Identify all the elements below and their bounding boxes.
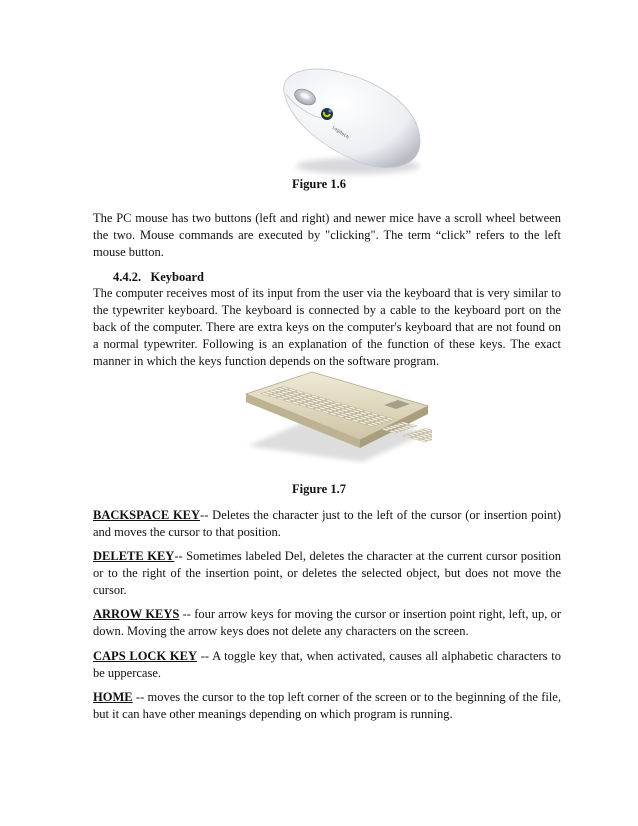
keyboard-paragraph: The computer receives most of its input from the user via the keyboard that is very similar to the typewriter keyboard. The keyboard is connected by a cable to the keyboard port on the back of the computer. There are extra keys on the computer's keyboard that are not found on a normal typewriter. Following is an explanation of the function of these keys. The exact manner in which the keys function depends on the software program.: [93, 286, 561, 368]
key-desc: -- A toggle key that, when activated, causes all alphabetic characters to be uppercase.: [93, 649, 561, 680]
key-home: [93, 689, 561, 723]
key-delete: [93, 548, 561, 599]
figure-caption-1-6: Figure 1.6: [292, 177, 346, 191]
key-term: HOME: [93, 690, 133, 704]
key-desc: -- four arrow keys for moving the cursor or insertion point right, left, up, or down. Moving the arrow keys does not delete any characters on the screen.: [93, 607, 561, 638]
key-desc: -- moves the cursor to the top left corner of the screen or to the beginning of the file, but it can have other meanings depending on which program is running.: [93, 690, 561, 721]
key-backspace: [93, 507, 561, 541]
key-term: BACKSPACE KEY: [93, 508, 201, 522]
key-term: DELETE KEY: [93, 549, 175, 563]
key-term: ARROW KEYS: [93, 607, 180, 621]
mouse-image: [270, 62, 430, 182]
section-heading: [113, 270, 204, 285]
figure-caption-1-7: Figure 1.7: [292, 482, 346, 496]
section-number: 4.4.2.: [113, 270, 142, 284]
key-desc: -- Deletes the character just to the left of the cursor (or insertion point) and moves the cursor to that position.: [93, 508, 561, 539]
key-caps-lock: [93, 648, 561, 682]
key-desc: -- Sometimes labeled Del, deletes the character at the current cursor position or to the right of the insertion point, or deletes the selected object, but does not move the cursor.: [93, 549, 561, 597]
key-arrow: [93, 606, 561, 640]
section-title: Keyboard: [150, 270, 204, 284]
keyboard-image: [242, 366, 432, 464]
key-term: CAPS LOCK KEY: [93, 649, 197, 663]
logo-text: Logitech: [330, 125, 350, 141]
mouse-paragraph: The PC mouse has two buttons (left and right) and newer mice have a scroll wheel between the two. Mouse commands are executed by "clicking". The term “click” refers to the left mouse button.: [93, 211, 561, 259]
